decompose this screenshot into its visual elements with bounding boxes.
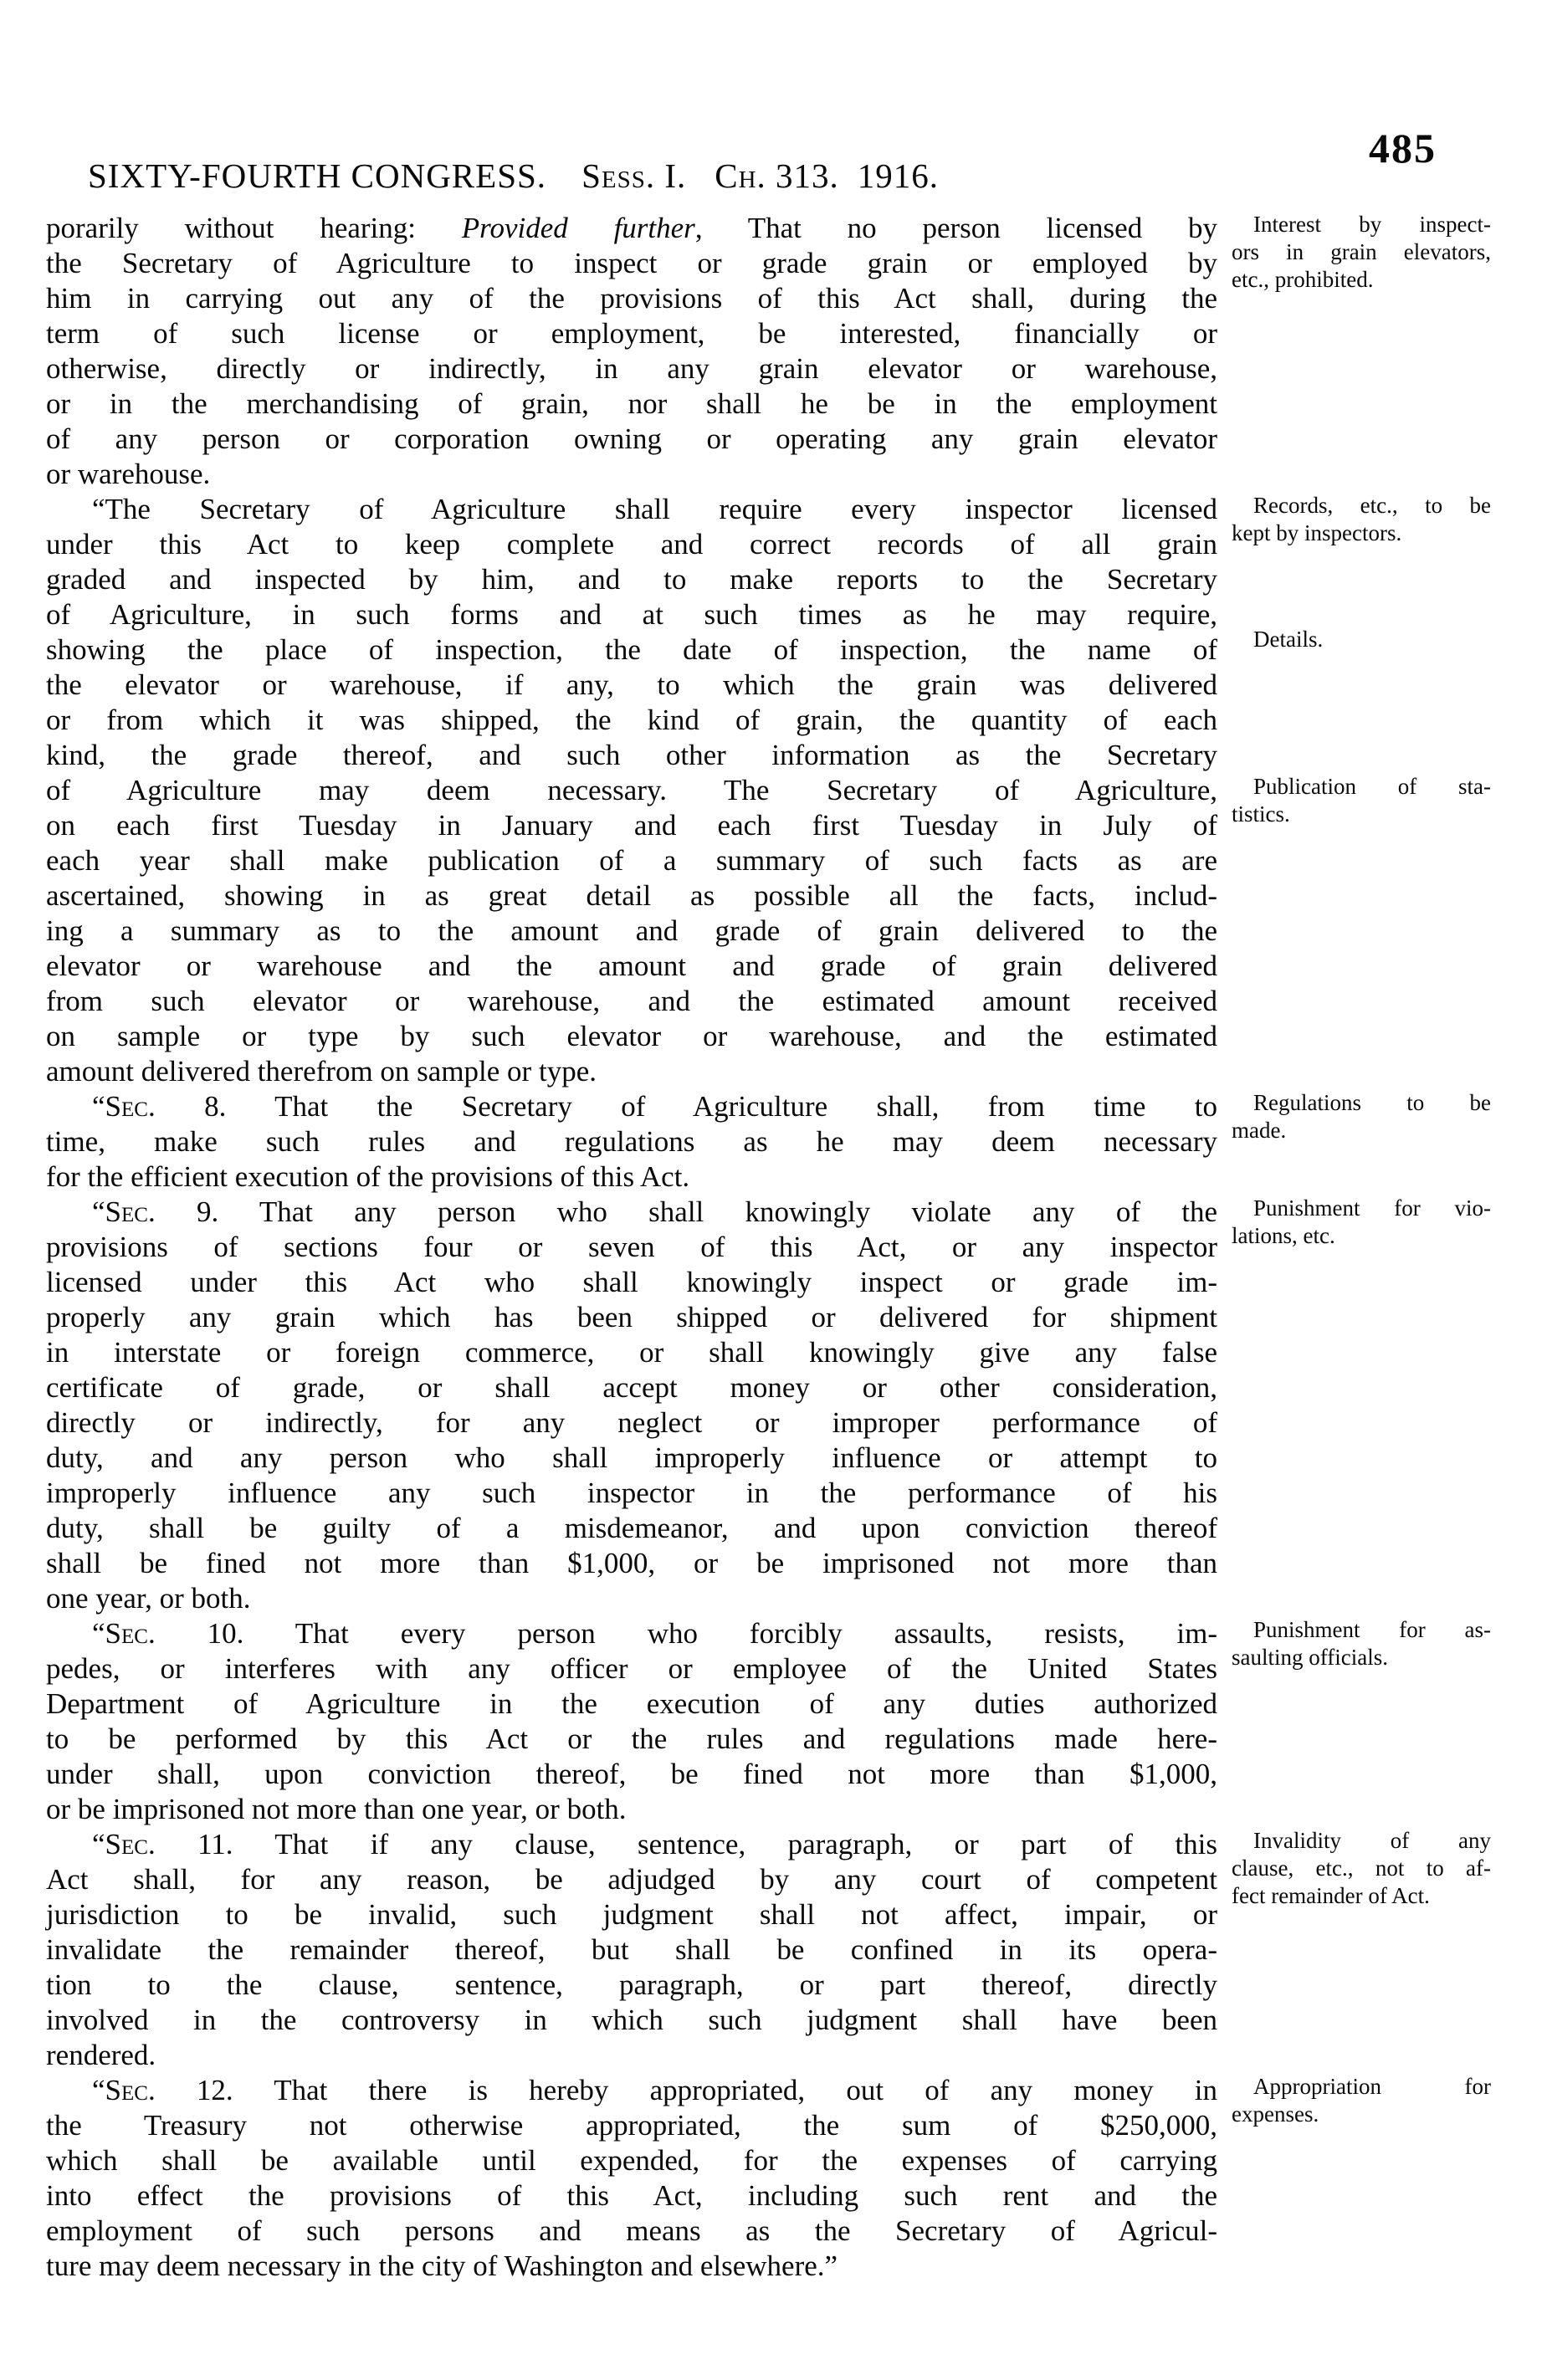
body-line <box>46 1335 1217 1370</box>
section-number-smallcaps: Sec. 8. <box>105 1090 227 1123</box>
text-run: of any person or corporation owning or operating any grain elevator <box>46 422 1217 455</box>
body-line <box>46 351 1217 386</box>
body-line <box>46 738 1217 773</box>
body-line <box>46 422 1217 457</box>
text-run: improperly influence any such inspector in the performance of his <box>46 1477 1217 1509</box>
text-run: duty, shall be guilty of a misdemeanor, and upon conviction thereof <box>46 1512 1217 1544</box>
text-run: the Secretary of Agriculture to inspect or grade grain or employed by <box>46 247 1217 279</box>
body-line <box>46 2003 1217 2038</box>
body-line <box>46 914 1217 949</box>
body-line <box>46 1089 1217 1124</box>
margin-note <box>1232 2073 1491 2128</box>
text-run: one year, or both. <box>46 1582 251 1615</box>
text-run: That the Secretary of Agriculture shall, from time to <box>226 1090 1217 1123</box>
margin-note-line: etc., prohibited. <box>1232 267 1374 292</box>
body-line <box>46 878 1217 914</box>
text-run: or from which it was shipped, the kind of grain, the quantity of each <box>46 704 1217 736</box>
margin-note-line: Interest by inspect- <box>1253 212 1491 237</box>
body-line <box>46 2178 1217 2214</box>
running-head-year: 1916. <box>857 156 940 195</box>
margin-note <box>1232 773 1491 828</box>
margin-note-line: ors in grain elevators, <box>1232 239 1491 264</box>
text-run: “ <box>92 1617 105 1650</box>
margin-note-line: Punishment for as- <box>1253 1617 1491 1642</box>
body-line <box>46 1405 1217 1441</box>
text-run: “ <box>92 1090 105 1123</box>
margin-note <box>1232 626 1491 653</box>
text-run: on each first Tuesday in January and each first Tuesday in July of <box>46 809 1217 842</box>
body-line <box>46 773 1217 808</box>
body-line <box>46 1932 1217 1968</box>
body-line <box>46 984 1217 1019</box>
body-line <box>46 2073 1217 2108</box>
text-run: in interstate or foreign commerce, or shall knowingly give any false <box>46 1336 1217 1369</box>
body-line <box>46 2038 1217 2073</box>
running-head-congress: SIXTY-FOURTH CONGRESS. <box>88 156 547 195</box>
text-run: or be imprisoned not more than one year, or both. <box>46 1793 627 1825</box>
section-number-smallcaps: Sec. 11. <box>105 1828 233 1860</box>
margin-note-line: kept by inspectors. <box>1232 520 1402 545</box>
body-line <box>46 843 1217 878</box>
text-run: ing a summary as to the amount and grade of grain delivered to the <box>46 914 1217 947</box>
body-line <box>46 562 1217 597</box>
body-line <box>46 1300 1217 1335</box>
margin-note <box>1232 1616 1491 1671</box>
text-run: porarily without hearing: <box>46 212 462 244</box>
body-line <box>46 281 1217 316</box>
margin-note-line: Appropriation for <box>1253 2074 1491 2099</box>
text-run: elevator or warehouse and the amount and grade of grain delivered <box>46 949 1217 982</box>
margin-note-line: tistics. <box>1232 801 1290 827</box>
text-run: amount delivered therefrom on sample or type. <box>46 1055 597 1088</box>
body-line <box>46 1476 1217 1511</box>
text-run: , That no person licensed by <box>694 212 1218 244</box>
italic-run: Provided further <box>461 212 695 244</box>
text-run: “ <box>92 1828 105 1860</box>
body-line <box>46 668 1217 703</box>
running-head <box>88 156 939 196</box>
text-run: “ <box>92 2074 105 2106</box>
body-line <box>46 2249 1217 2284</box>
text-run: under shall, upon conviction thereof, be fined not more than $1,000, <box>46 1758 1217 1790</box>
body-line <box>46 1159 1217 1195</box>
margin-note <box>1232 492 1491 547</box>
text-run: on sample or type by such elevator or warehouse, and the estimated <box>46 1020 1217 1052</box>
margin-note-line: made. <box>1232 1118 1287 1143</box>
text-run: for the efficient execution of the provisions of this Act. <box>46 1160 690 1193</box>
text-run: “ <box>92 1195 105 1228</box>
text-run: rendered. <box>46 2039 156 2071</box>
text-run: into effect the provisions of this Act, including such rent and the <box>46 2179 1217 2212</box>
body-line <box>46 527 1217 562</box>
margin-note-line: saulting officials. <box>1232 1645 1388 1670</box>
body-line <box>46 1054 1217 1089</box>
text-run: That every person who forcibly assaults, resists, im- <box>243 1617 1217 1650</box>
body-line <box>46 1686 1217 1722</box>
section-number-smallcaps: Sec. 12. <box>105 2074 233 2106</box>
text-run: That there is hereby appropriated, out of any money in <box>233 2074 1217 2106</box>
margin-note <box>1232 1195 1491 1250</box>
body-line <box>46 1581 1217 1616</box>
text-run: involved in the controversy in which such judgment shall have been <box>46 2004 1217 2036</box>
text-run: provisions of sections four or seven of this Act, or any inspector <box>46 1231 1217 1263</box>
body-line <box>46 1722 1217 1757</box>
text-run: each year shall make publication of a summary of such facts as are <box>46 844 1217 877</box>
body-line <box>46 1968 1217 2003</box>
body-line <box>46 2214 1217 2249</box>
text-run: otherwise, directly or indirectly, in any grain elevator or warehouse, <box>46 352 1217 385</box>
body-line <box>46 1441 1217 1476</box>
body-line <box>46 386 1217 422</box>
body-line <box>46 1827 1217 1862</box>
section-number-smallcaps: Sec. 9. <box>105 1195 219 1228</box>
body-line <box>46 2143 1217 2178</box>
margin-note <box>1232 1089 1491 1144</box>
text-run: under this Act to keep complete and correct records of all grain <box>46 528 1217 560</box>
body-line <box>46 1546 1217 1581</box>
body-line <box>46 808 1217 843</box>
body-line <box>46 632 1217 668</box>
body-column <box>46 211 1217 2284</box>
text-run: him in carrying out any of the provisions of this Act shall, during the <box>46 282 1217 315</box>
margin-note-line: lations, etc. <box>1232 1223 1335 1248</box>
text-run: Act shall, for any reason, be adjudged by any court of competent <box>46 1863 1217 1896</box>
text-run: invalidate the remainder thereof, but shall be confined in its opera- <box>46 1933 1217 1966</box>
margin-note-line: Punishment for vio- <box>1253 1195 1491 1221</box>
text-run: That if any clause, sentence, paragraph, or part of this <box>233 1828 1217 1860</box>
body-line <box>46 2108 1217 2143</box>
margin-note <box>1232 1827 1491 1910</box>
text-run: licensed under this Act who shall knowingly inspect or grade im- <box>46 1266 1217 1298</box>
text-run: jurisdiction to be invalid, such judgment shall not affect, impair, or <box>46 1898 1217 1931</box>
body-line <box>46 1616 1217 1651</box>
body-line <box>46 1792 1217 1827</box>
text-run: ture may deem necessary in the city of Washington and elsewhere.” <box>46 2249 838 2282</box>
body-line <box>46 1757 1217 1792</box>
text-run: of Agriculture, in such forms and at such times as he may require, <box>46 598 1217 631</box>
body-line <box>46 597 1217 632</box>
running-head-chapter: Ch. 313. <box>715 156 839 195</box>
text-run: of Agriculture may deem necessary. The Secretary of Agriculture, <box>46 774 1217 806</box>
body-line <box>46 1897 1217 1932</box>
text-run: the Treasury not otherwise appropriated, the sum of $250,000, <box>46 2109 1217 2142</box>
text-run: showing the place of inspection, the date of inspection, the name of <box>46 633 1217 666</box>
page-number: 485 <box>1369 125 1437 171</box>
text-run: Department of Agriculture in the execution of any duties authorized <box>46 1687 1217 1720</box>
running-head-session: Sess. I. <box>581 156 687 195</box>
text-run: kind, the grade thereof, and such other information as the Secretary <box>46 739 1217 771</box>
text-run: term of such license or employment, be interested, financially or <box>46 317 1217 350</box>
margin-note-line: fect remainder of Act. <box>1232 1883 1430 1908</box>
margin-rail <box>1232 0 1491 2380</box>
text-run: duty, and any person who shall improperly influence or attempt to <box>46 1441 1217 1474</box>
text-run: employment of such persons and means as the Secretary of Agricul- <box>46 2214 1217 2247</box>
margin-note-line: Regulations to be <box>1253 1090 1491 1115</box>
body-line <box>46 1651 1217 1686</box>
text-run: shall be fined not more than $1,000, or be imprisoned not more than <box>46 1547 1217 1579</box>
body-line <box>46 211 1217 246</box>
body-line <box>46 1370 1217 1405</box>
body-line <box>46 949 1217 984</box>
text-run: which shall be available until expended, for the expenses of carrying <box>46 2144 1217 2177</box>
text-run: That any person who shall knowingly violate any of the <box>218 1195 1217 1228</box>
body-line <box>46 1124 1217 1159</box>
text-run: the elevator or warehouse, if any, to which the grain was delivered <box>46 668 1217 701</box>
text-run: to be performed by this Act or the rules and regulations made here- <box>46 1722 1217 1755</box>
body-line <box>46 246 1217 281</box>
body-line <box>46 316 1217 351</box>
body-line <box>46 492 1217 527</box>
section-number-smallcaps: Sec. 10. <box>105 1617 244 1650</box>
text-run: pedes, or interferes with any officer or employee of the United States <box>46 1652 1217 1685</box>
text-run: tion to the clause, sentence, paragraph, or part thereof, directly <box>46 1968 1217 2001</box>
body-line <box>46 1265 1217 1300</box>
text-run: from such elevator or warehouse, and the estimated amount received <box>46 985 1217 1017</box>
text-run: ascertained, showing in as great detail as possible all the facts, includ- <box>46 879 1217 912</box>
body-line <box>46 1019 1217 1054</box>
body-line <box>46 1511 1217 1546</box>
margin-note-line: Invalidity of any <box>1253 1828 1491 1853</box>
text-run: “The Secretary of Agriculture shall require every inspector licensed <box>92 493 1217 525</box>
body-line <box>46 1862 1217 1897</box>
text-run: or in the merchandising of grain, nor shall he be in the employment <box>46 387 1217 420</box>
text-run: properly any grain which has been shipped or delivered for shipment <box>46 1301 1217 1333</box>
body-line <box>46 1230 1217 1265</box>
text-run: or warehouse. <box>46 458 211 490</box>
margin-note-line: expenses. <box>1232 2101 1319 2127</box>
margin-note-line: Details. <box>1253 627 1324 652</box>
body-line <box>46 703 1217 738</box>
margin-note-line: Publication of sta- <box>1253 774 1491 799</box>
text-run: graded and inspected by him, and to make reports to the Secretary <box>46 563 1217 596</box>
margin-note <box>1232 211 1491 294</box>
text-run: certificate of grade, or shall accept money or other consideration, <box>46 1371 1217 1404</box>
text-run: time, make such rules and regulations as he may deem necessary <box>46 1125 1217 1158</box>
body-line <box>46 457 1217 492</box>
body-line <box>46 1195 1217 1230</box>
text-run: directly or indirectly, for any neglect or improper performance of <box>46 1406 1217 1439</box>
margin-note-line: Records, etc., to be <box>1253 493 1491 518</box>
margin-note-line: clause, etc., not to af- <box>1232 1855 1491 1881</box>
